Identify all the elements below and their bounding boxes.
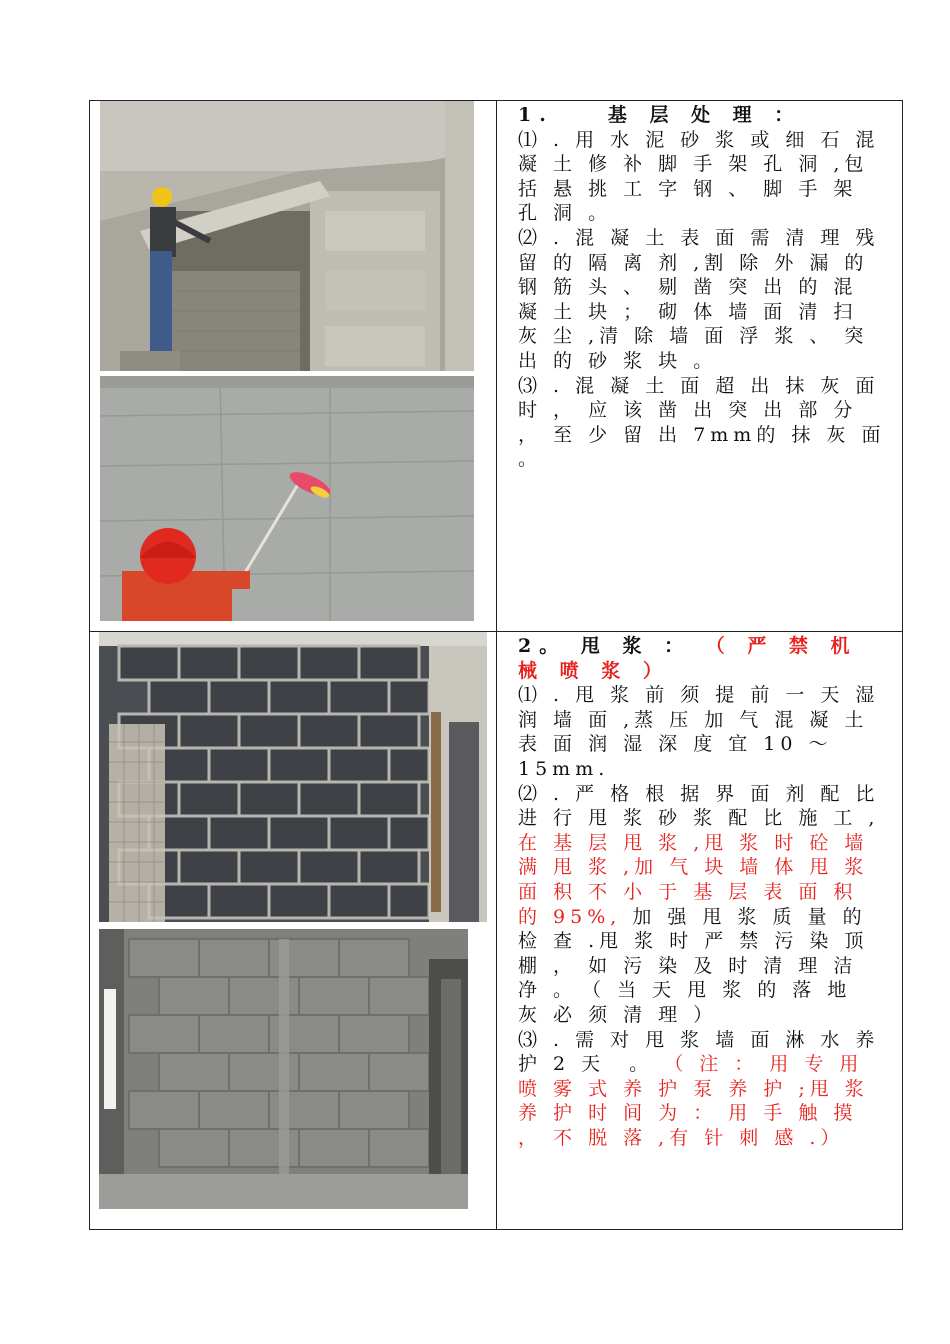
column-divider xyxy=(496,632,497,1229)
section2-item-2-text: ⑵ . 严 格 根 据 界 面 剂 配 比 进 行 甩 浆 砂 浆 配 比 施 工 , xyxy=(518,782,880,830)
section2-title xyxy=(518,634,886,683)
section2-item-3-red: （ 注 ： 用 专 用 喷 雾 式 养 护 泵 养 护 ;甩 浆 养 护 时 间 为 ： 用 手 触 摸 ， 不 脱 落 ,有 针 刺 感 .） xyxy=(518,1053,869,1149)
slurry-text xyxy=(518,634,886,1150)
photo-worker-patching-wall xyxy=(100,101,474,371)
section2-title-note: （ 严 禁 机 械 喷 浆 ） xyxy=(518,635,858,682)
content-table xyxy=(89,100,903,1230)
section1-item-2: ⑵ . 混 凝 土 表 面 需 清 理 残 留 的 隔 离 剂 ,割 除 外 漏 的 钢 筋 头 、 剔 凿 突 出 的 混 凝 土 块 ； 砌 体 墙 面 清 扫 灰 尘 ,清 除 墙 面 浮 浆 、 突 出 的 砂 浆 块 。 xyxy=(518,226,880,372)
photo-worker-sweeping-wall xyxy=(100,376,474,621)
column-divider xyxy=(496,101,497,631)
section1-item-1: ⑴ . 用 水 泥 砂 浆 或 细 石 混 凝 土 修 补 脚 手 架 孔 洞 ,包 括 悬 挑 工 字 钢 、 脚 手 架 孔 洞 。 xyxy=(518,128,880,225)
section2-item-2 xyxy=(518,782,886,1028)
section2-item-2-text-b: 加 强 甩 浆 质 量 的 检 查 .甩 浆 时 严 禁 污 染 顶 棚 ， 如 污 染 及 时 清 理 洁 净 。 （ 当 天 甩 浆 的 落 地 灰 必 须 清 理 ） xyxy=(518,905,869,1026)
table-row-slurry-spraying xyxy=(90,632,902,1229)
section2-item-1: ⑴ . 甩 浆 前 须 提 前 一 天 湿 润 墙 面 ,蒸 压 加 气 混 凝 土 表 面 润 湿 深 度 宜 10 ～ 15mm. xyxy=(518,684,880,780)
section2-title-main: 2。 甩 浆 ： xyxy=(518,635,692,657)
photo-block-wall-with-mesh xyxy=(99,632,487,922)
section2-item-3-text: ⑶ . 需 对 甩 浆 墙 面 淋 水 养 护 2 天 。 xyxy=(518,1028,880,1076)
section1-item-3: ⑶ . 混 凝 土 面 超 出 抹 灰 面 时 ， 应 该 凿 出 突 出 部 分 ， 至 少 留 出 7mm的 抹 灰 面 。 xyxy=(518,374,886,471)
photo-wall-after-slurry xyxy=(99,929,468,1209)
section1-title: 1. 基 层 处 理 ： xyxy=(518,104,802,126)
base-treatment-text xyxy=(518,103,886,472)
section2-item-3 xyxy=(518,1028,886,1151)
section2-item-2-red: 在 基 层 甩 浆 ,甩 浆 时 砼 墙 满 甩 浆 ,加 气 块 墙 体 甩 浆 面 积 不 小 于 基 层 表 面 积 的 95%, xyxy=(518,831,869,928)
table-row-base-treatment xyxy=(90,101,902,632)
